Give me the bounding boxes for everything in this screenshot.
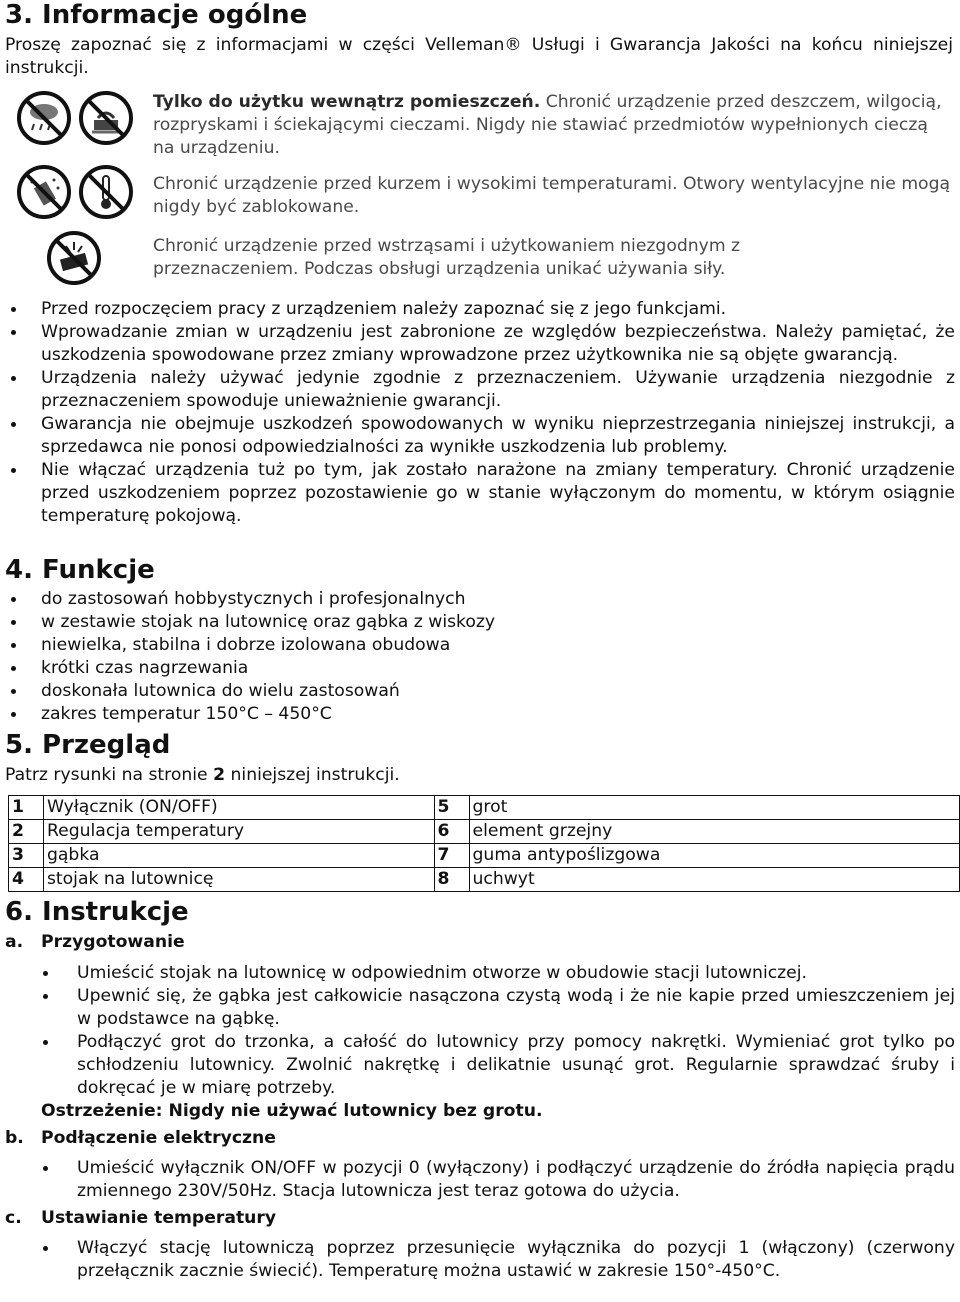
warning-text: Ostrzeżenie: Nigdy nie używać lutownicy bez grotu. [41, 1101, 543, 1121]
list-item: Włączyć stację lutowniczą poprzez przesunięcie wyłącznika do pozycji 1 (włączony) (czerwony przełącznik zacznie świecić). Temperaturę można ustawić w zakresie 150°-450°C. [0, 1237, 955, 1283]
section-3-intro: Proszę zapoznać się z informacjami w części Velleman® Usługi i Gwarancja Jakości na końcu niniejszej instrukcji. [5, 35, 953, 78]
no-heat-icon [78, 164, 134, 220]
no-rain-icon [16, 90, 72, 146]
list-item: krótki czas nagrzewania [5, 657, 955, 680]
list-item: niewielka, stabilna i dobrze izolowana obudowa [5, 634, 955, 657]
list-item: Podłączyć grot do trzonka, a całość do lutownicy przy pomocy nakrętki. Wymieniać grot tylko po schłodzeniu lutownicy. Zwolnić nakrętkę i delikatnie usunąć grot. Regularnie sprawdzać śruby i dokręcać je w miarę potrzeby. [0, 1031, 955, 1100]
features-list [5, 588, 955, 726]
temperature-list [0, 1237, 955, 1283]
section-6-title: 6. Instrukcje [5, 897, 189, 927]
list-item: w zestawie stojak na lutownicę oraz gąbka z wiskozy [5, 611, 955, 634]
table-row: 1 Wyłącznik (ON/OFF) 5 grot [9, 796, 960, 820]
list-item: Wprowadzanie zmian w urządzeniu jest zabronione ze względów bezpieczeństwa. Należy pamiętać, że uszkodzenia spowodowane przez zmiany wprowadzone przez użytkownika nie są objęte gwarancją. [5, 321, 955, 367]
list-item: Przed rozpoczęciem pracy z urządzeniem należy zapoznać się z jego funkcjami. [5, 298, 955, 321]
list-item: do zastosowań hobbystycznych i profesjonalnych [5, 588, 955, 611]
shock-notice: Chronić urządzenie przed wstrząsami i użytkowaniem niezgodnym z przeznaczeniem. Podczas obsługi urządzenia unikać używania siły. [153, 236, 741, 279]
section-5-intro: Patrz rysunki na stronie 2 niniejszej instrukcji. [5, 765, 400, 785]
no-impact-icon [46, 230, 102, 286]
preparation-list [0, 962, 955, 1100]
manual-page: 3. Informacje ogólne Proszę zapoznać się z informacjami w części Velleman® Usługi i Gwarancja Jakości na końcu niniejszej instrukcji. Tylko do użytku wewnątrz pomieszczeń. Chronić urządzenie przed deszczem, wilgocią, rozpryskami i ściekającymi cieczami. Nigdy nie stawiać przedmiotów wypełnionych cieczą na urządzeniu. Chronić urządzenie przed kurzem i wysokimi temperaturami. Otwory wentylacyjne nie mogą nigdy być zablokowane. Chronić urządzenie przed wstrząsami i użytkowaniem niezgodnym z przeznaczeniem. Podczas obsługi urządzenia unikać używania siły. Przed rozpoczęciem pracy z urządzeniem należy zapoznać się z jego funkcjami. Wprowadzanie zmian w urządzeniu jest zabronione ze względów bezpieczeństwa. Należy pamiętać, że uszkodzenia spowodowane przez zmiany wprowadzone przez użytkownika nie są objęte gwarancją. Urządzenia należy używać jedynie zgodnie z przeznaczeniem. Używanie urządzenia niezgodnie z przeznaczeniem spowoduje unieważnienie gwarancji. Gwarancja nie obejmuje uszkodzeń spowodowanych w wyniku nieprzestrzegania niniejszej instrukcji, a sprzedawca nie ponosi odpowiedzialności za wynikłe uszkodzenia lub problemy. Nie włączać urządzenia tuż po tym, jak zostało narażone na zmiany temperatury. Chronić urządzenie przed uszkodzeniem poprzez pozostawienie go w stanie wyłączonym do momentu, w którym osiągnie temperaturę pokojową. 4. Funkcje do zastosowań hobbystycznych i profesjonalnych w zestawie stojak na lutownicę oraz gąbka z wiskozy niewielka, stabilna i dobrze izolowana obudowa krótki czas nagrzewania doskonała lutownica do wielu zastosowań zakres temperatur 150°C – 450°C 5. Przegląd Patrz rysunki na stronie 2 niniejszej instrukcji. 1 Wyłącznik (ON/OFF) 5 grot 2 Regulacja temperatury 6 element grzejny 3 gąbka 7 guma antypoślizgowa 4 stojak na lutownicę 8 uchwyt 6. Instrukcje a. Przygotowanie Umieścić stojak na lutownicę w odpowiednim otworze w obudowie stacji lutowniczej. Upewnić się, że gąbka jest całkowicie nasączona czystą wodą i że nie kapie przed umieszczeniem jej w podstawce na gąbkę. Podłączyć grot do trzonka, a całość do lutownicy przy pomocy nakrętki. Wymieniać grot tylko po schłodzeniu lutownicy. Zwolnić nakrętkę i delikatnie usunąć grot. Regularnie sprawdzać śruby i dokręcać je w miarę potrzeby. Ostrzeżenie: Nigdy nie używać lutownicy bez grotu. b. Podłączenie elektryczne Umieścić wyłącznik ON/OFF w pozycji 0 (wyłączony) i podłączyć urządzenie do źródła napięcia prądu zmiennego 230V/50Hz. Stacja lutownicza jest teraz gotowa do użycia. c. Ustawianie temperatury Włączyć stację lutowniczą poprzez przesunięcie wyłącznika do pozycji 1 (włączony) (czerwony przełącznik zacznie świecić). Temperaturę można ustawić w zakresie 150°-450°C. [0, 0, 960, 1302]
list-item: zakres temperatur 150°C – 450°C [5, 703, 955, 726]
list-item: Upewnić się, że gąbka jest całkowicie nasączona czystą wodą i że nie kapie przed umieszczeniem jej w podstawce na gąbkę. [0, 985, 955, 1031]
table-row: 4 stojak na lutownicę 8 uchwyt [9, 868, 960, 892]
list-item: Urządzenia należy używać jedynie zgodnie z przeznaczeniem. Używanie urządzenia niezgodnie z przeznaczeniem spowoduje unieważnienie gwarancji. [5, 367, 955, 413]
electrical-list [0, 1157, 955, 1203]
section-3-title: 3. Informacje ogólne [5, 0, 308, 30]
list-item: Umieścić stojak na lutownicę w odpowiednim otworze w obudowie stacji lutowniczej. [0, 962, 955, 985]
table-row: 3 gąbka 7 guma antypoślizgowa [9, 844, 960, 868]
dust-heat-notice: Chronić urządzenie przed kurzem i wysokimi temperaturami. Otwory wentylacyjne nie mogą nigdy być zablokowane. [153, 174, 951, 217]
no-liquid-icon [78, 90, 134, 146]
list-item: Gwarancja nie obejmuje uszkodzeń spowodowanych w wyniku nieprzestrzegania niniejszej instrukcji, a sprzedawca nie ponosi odpowiedzialności za wynikłe uszkodzenia lub problemy. [5, 413, 955, 459]
section-4-title: 4. Funkcje [5, 555, 155, 585]
no-dust-icon [16, 164, 72, 220]
parts-table [8, 795, 960, 892]
table-row: 2 Regulacja temperatury 6 element grzejny [9, 820, 960, 844]
list-item: Nie włączać urządzenia tuż po tym, jak zostało narażone na zmiany temperatury. Chronić urządzenie przed uszkodzeniem poprzez pozostawienie go w stanie wyłączonym do momentu, w którym osiągnie temperaturę pokojową. [5, 459, 955, 528]
section-5-title: 5. Przegląd [5, 730, 171, 760]
safety-bullet-list [5, 298, 955, 528]
list-item: Umieścić wyłącznik ON/OFF w pozycji 0 (wyłączony) i podłączyć urządzenie do źródła napięcia prądu zmiennego 230V/50Hz. Stacja lutownicza jest teraz gotowa do użycia. [0, 1157, 955, 1203]
indoor-use-notice: Tylko do użytku wewnątrz pomieszczeń. Chronić urządzenie przed deszczem, wilgocią, rozpryskami i ściekającymi cieczami. Nigdy nie stawiać przedmiotów wypełnionych cieczą na urządzeniu. [153, 92, 942, 158]
list-item: doskonała lutownica do wielu zastosowań [5, 680, 955, 703]
